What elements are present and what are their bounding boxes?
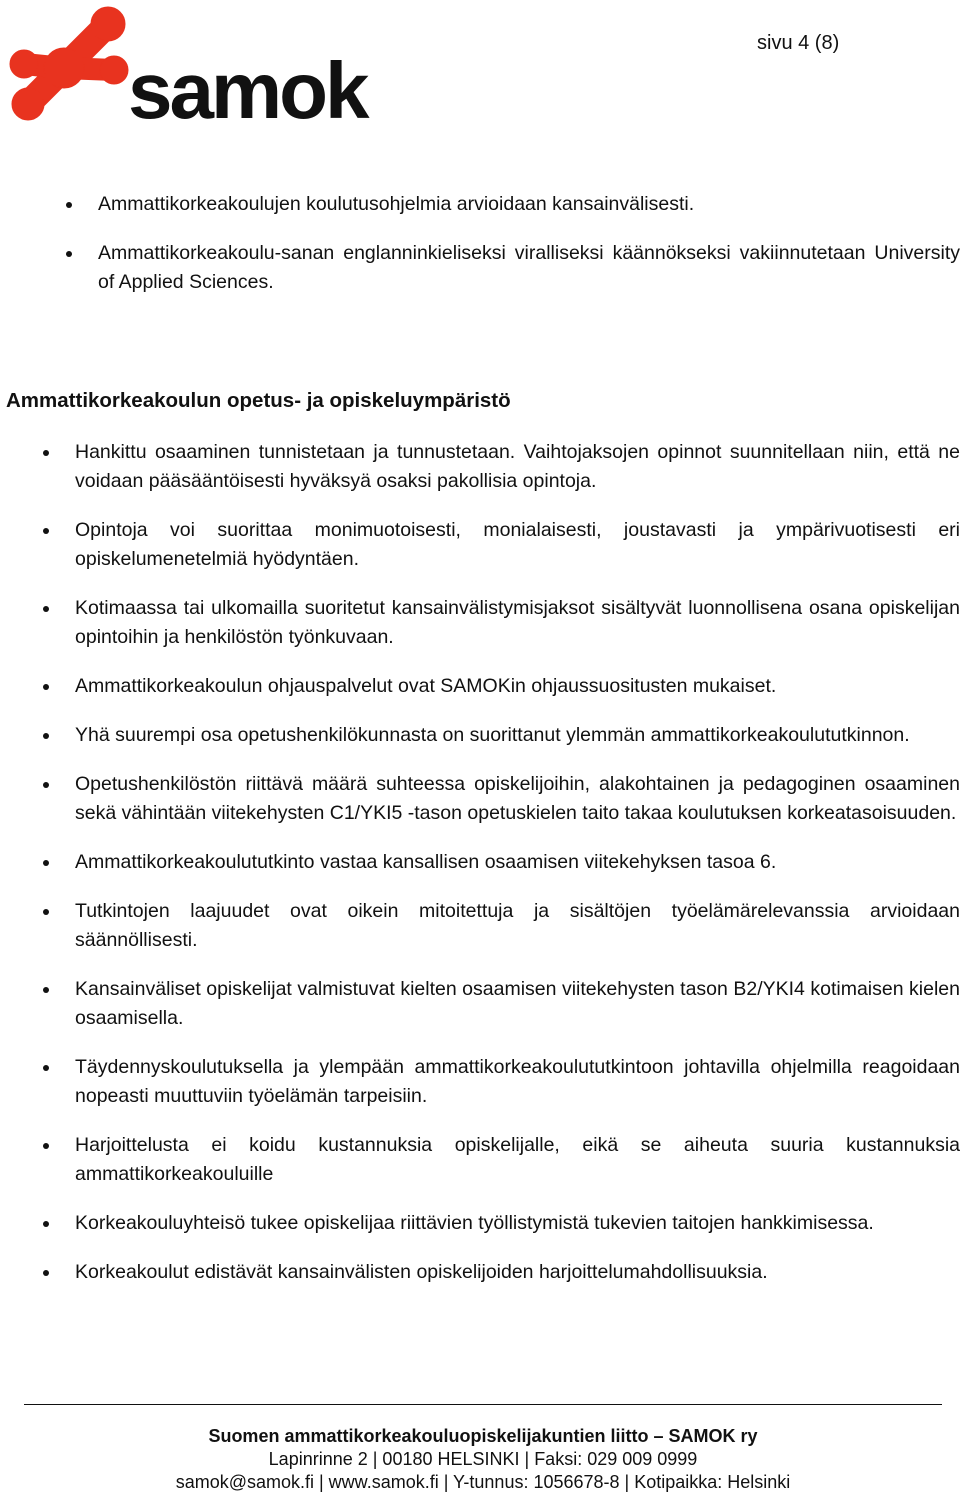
list-item: Ammattikorkeakoulun ohjauspalvelut ovat SAMOKin ohjaussuositusten mukaiset.	[75, 672, 960, 701]
list-item: Ammattikorkeakoulu-sanan englanninkieliseksi viralliseksi käännökseksi vakiinnutetaan University of Applied Sciences.	[98, 239, 960, 297]
svg-text:samok: samok	[128, 46, 367, 124]
samok-logo	[4, 4, 424, 124]
list-item: Kansainväliset opiskelijat valmistuvat kielten osaamisen viitekehysten tason B2/YKI4 kotimaisen kielen osaamisella.	[75, 975, 960, 1033]
list-item: Ammattikorkeakoulujen koulutusohjelmia arvioidaan kansainvälisesti.	[98, 190, 960, 219]
list-item: Harjoittelusta ei koidu kustannuksia opiskelijalle, eikä se aiheuta suuria kustannuksia ammattikorkeakouluille	[75, 1131, 960, 1189]
list-item: Korkeakoulut edistävät kansainvälisten opiskelijoiden harjoittelumahdollisuuksia.	[75, 1258, 960, 1287]
footer-divider	[24, 1404, 942, 1405]
list-item: Korkeakouluyhteisö tukee opiskelijaa riittävien työllistymistä tukevien taitojen hankkimisessa.	[75, 1209, 960, 1238]
list-item: Opetushenkilöstön riittävä määrä suhteessa opiskelijoihin, alakohtainen ja pedagoginen osaaminen sekä vähintään viitekehysten C1/YKI5 -tason opetuskielen taito takaa koulutuksen korkeatasoisuuden.	[75, 770, 960, 828]
list-item: Ammattikorkeakoulututkinto vastaa kansallisen osaamisen viitekehyksen tasoa 6.	[75, 848, 960, 877]
footer-address: Lapinrinne 2 | 00180 HELSINKI | Faksi: 029 009 0999	[268, 1449, 698, 1469]
intro-bullet-list	[98, 190, 960, 297]
list-item: Täydennyskoulutuksella ja ylempään ammattikorkeakoulututkintoon johtavilla ohjelmilla reagoidaan nopeasti muuttuviin työelämän tarpeisiin.	[75, 1053, 960, 1111]
footer	[0, 1425, 960, 1494]
list-item: Kotimaassa tai ulkomailla suoritetut kansainvälistymisjaksot sisältyvät luonnollisena osana opiskelijan opintoihin ja henkilöstön työnkuvaan.	[75, 594, 960, 652]
section-heading: Ammattikorkeakoulun opetus- ja opiskeluympäristö	[6, 389, 511, 412]
footer-contact: samok@samok.fi | www.samok.fi | Y-tunnus: 1056678-8 | Kotipaikka: Helsinki	[175, 1472, 791, 1492]
list-item: Opintoja voi suorittaa monimuotoisesti, monialaisesti, joustavasti ja ympärivuotisesti eri opiskelumenetelmiä hyödyntäen.	[75, 516, 960, 574]
footer-title: Suomen ammattikorkeakouluopiskelijakuntien liitto – SAMOK ry	[208, 1426, 758, 1446]
page-number: sivu 4 (8)	[757, 32, 840, 54]
section-bullet-list	[75, 438, 960, 1287]
list-item: Hankittu osaaminen tunnistetaan ja tunnustetaan. Vaihtojaksojen opinnot suunnitellaan niin, että ne voidaan pääsääntöisesti hyväksyä osaksi pakollisia opintoja.	[75, 438, 960, 496]
list-item: Yhä suurempi osa opetushenkilökunnasta on suorittanut ylemmän ammattikorkeakoulututkinnon.	[75, 721, 960, 750]
list-item: Tutkintojen laajuudet ovat oikein mitoitettuja ja sisältöjen työelämärelevanssia arvioidaan säännöllisesti.	[75, 897, 960, 955]
logo-mark-icon	[10, 7, 128, 120]
